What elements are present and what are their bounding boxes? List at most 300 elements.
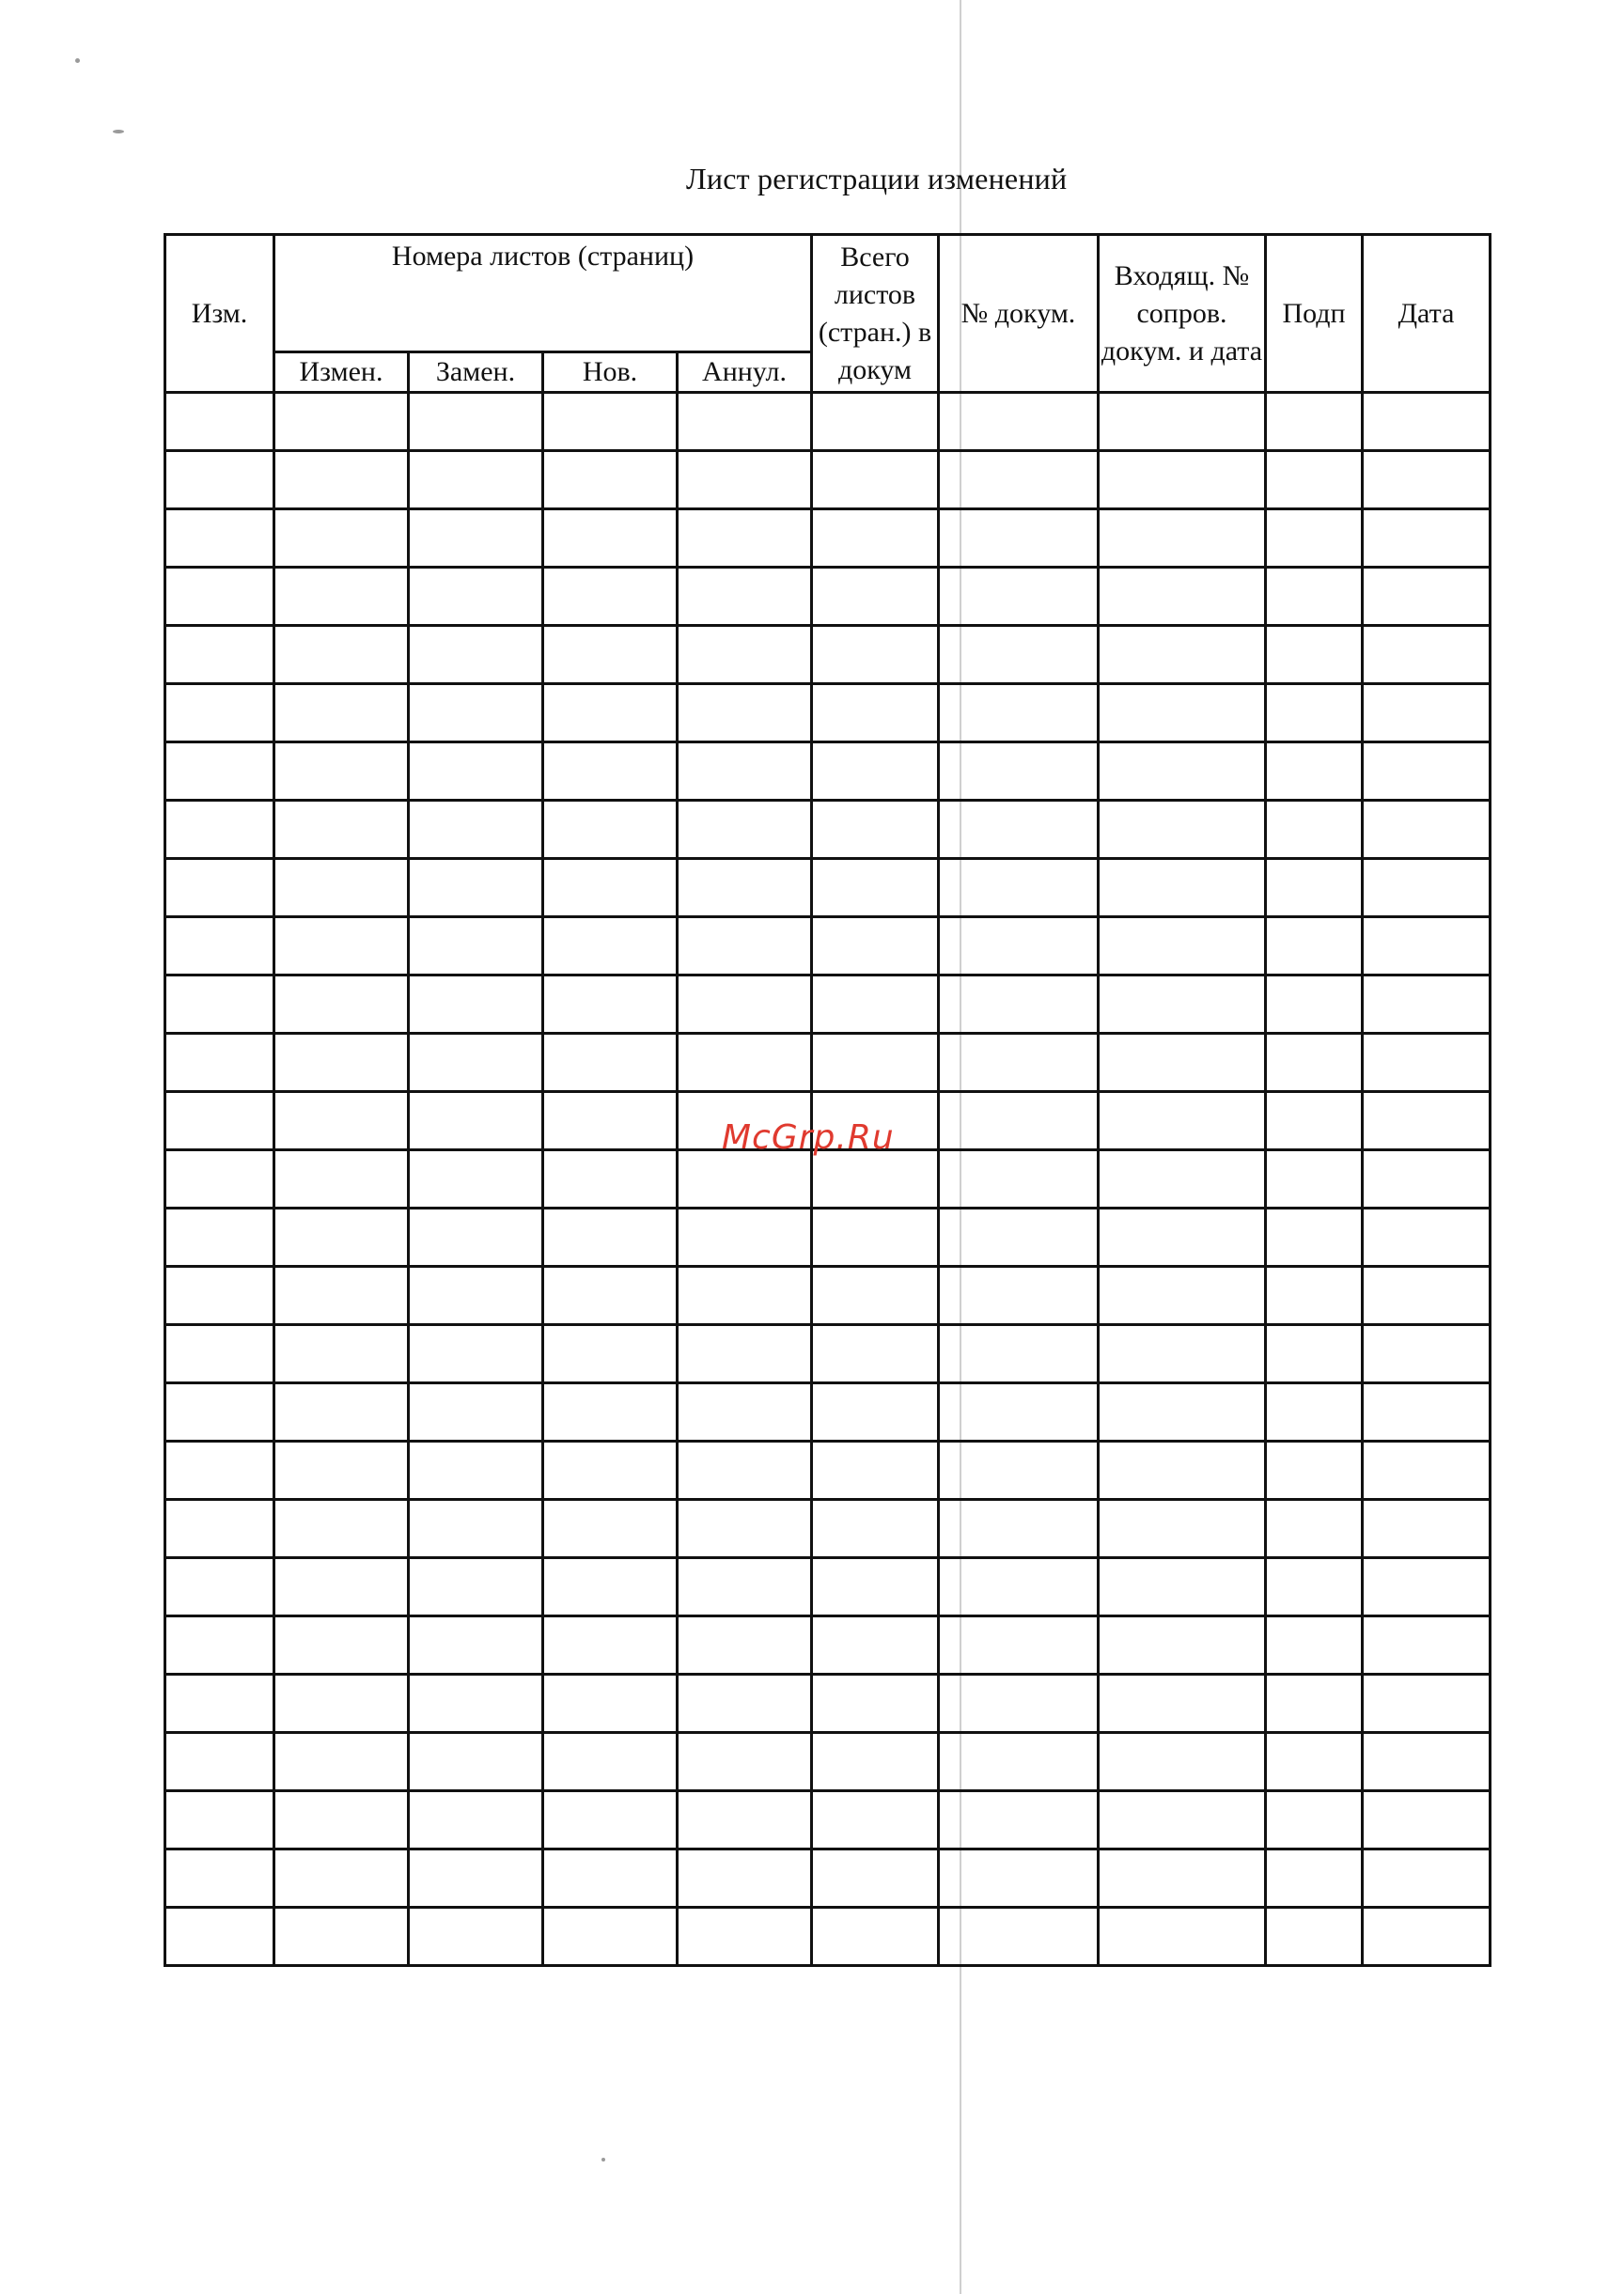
table-cell: [1363, 1267, 1491, 1325]
table-cell: [678, 1558, 812, 1616]
table-row: [165, 975, 1491, 1034]
table-cell: [1363, 568, 1491, 626]
table-cell: [812, 859, 939, 917]
table-cell: [1099, 742, 1266, 801]
table-cell: [1099, 1442, 1266, 1500]
table-cell: [165, 1500, 274, 1558]
table-cell: [812, 1558, 939, 1616]
table-row: [165, 1442, 1491, 1500]
table-cell: [1099, 1616, 1266, 1675]
table-cell: [274, 1034, 409, 1092]
table-cell: [274, 1500, 409, 1558]
table-cell: [812, 684, 939, 742]
table-cell: [409, 1209, 543, 1267]
table-row: [165, 509, 1491, 568]
col-header-new: Нов.: [543, 352, 678, 393]
col-header-changed: Измен.: [274, 352, 409, 393]
table-cell: [939, 1500, 1099, 1558]
table-cell: [1363, 1908, 1491, 1966]
table-cell: [812, 975, 939, 1034]
table-cell: [1363, 859, 1491, 917]
table-cell: [1266, 393, 1363, 451]
table-cell: [812, 1733, 939, 1791]
table-cell: [1266, 1267, 1363, 1325]
scan-speck: [113, 130, 124, 133]
table-cell: [409, 1034, 543, 1092]
table-row: [165, 1849, 1491, 1908]
table-cell: [409, 801, 543, 859]
table-cell: [165, 626, 274, 684]
table-cell: [678, 742, 812, 801]
table-cell: [274, 859, 409, 917]
table-cell: [1363, 975, 1491, 1034]
scan-speck: [75, 58, 80, 63]
table-cell: [274, 1092, 409, 1150]
table-cell: [543, 1442, 678, 1500]
table-cell: [678, 801, 812, 859]
table-cell: [409, 1791, 543, 1849]
table-row: [165, 1209, 1491, 1267]
table-cell: [409, 451, 543, 509]
table-cell: [543, 1034, 678, 1092]
table-row: [165, 568, 1491, 626]
table-cell: [1363, 1209, 1491, 1267]
table-cell: [678, 1267, 812, 1325]
table-cell: [1363, 393, 1491, 451]
table-row: [165, 626, 1491, 684]
table-row: [165, 917, 1491, 975]
table-cell: [165, 1092, 274, 1150]
table-cell: [1266, 859, 1363, 917]
table-cell: [165, 1558, 274, 1616]
table-cell: [1363, 684, 1491, 742]
change-registration-table: [164, 233, 1491, 1967]
table-cell: [812, 393, 939, 451]
table-cell: [409, 859, 543, 917]
table-cell: [1266, 1383, 1363, 1442]
table-cell: [1363, 1325, 1491, 1383]
table-cell: [274, 1616, 409, 1675]
table-cell: [165, 509, 274, 568]
table-cell: [678, 1849, 812, 1908]
table-cell: [1363, 509, 1491, 568]
table-cell: [409, 1675, 543, 1733]
table-cell: [1099, 1908, 1266, 1966]
table-cell: [939, 1442, 1099, 1500]
table-cell: [409, 509, 543, 568]
table-cell: [165, 1383, 274, 1442]
col-header-date: Дата: [1363, 235, 1491, 393]
table-cell: [812, 1150, 939, 1209]
table-cell: [165, 1150, 274, 1209]
table-cell: [1266, 1791, 1363, 1849]
table-cell: [939, 1558, 1099, 1616]
table-row: [165, 1267, 1491, 1325]
table-row: [165, 1733, 1491, 1791]
table-cell: [543, 1267, 678, 1325]
table-cell: [1099, 801, 1266, 859]
table-cell: [1363, 1092, 1491, 1150]
table-cell: [678, 859, 812, 917]
table-cell: [812, 1325, 939, 1383]
table-cell: [165, 393, 274, 451]
table-cell: [678, 1209, 812, 1267]
table-cell: [1363, 1733, 1491, 1791]
table-cell: [543, 975, 678, 1034]
table-cell: [274, 1908, 409, 1966]
table-cell: [1099, 1675, 1266, 1733]
table-cell: [1363, 1034, 1491, 1092]
table-cell: [1363, 451, 1491, 509]
col-header-annulled: Аннул.: [678, 352, 812, 393]
table-cell: [165, 1267, 274, 1325]
table-cell: [543, 1849, 678, 1908]
table-cell: [1099, 1325, 1266, 1383]
table-cell: [1363, 1616, 1491, 1675]
table-cell: [939, 742, 1099, 801]
table-cell: [939, 1092, 1099, 1150]
table-cell: [1363, 917, 1491, 975]
table-cell: [1363, 1675, 1491, 1733]
table-cell: [1099, 626, 1266, 684]
table-cell: [812, 1791, 939, 1849]
table-cell: [1099, 1150, 1266, 1209]
table-cell: [1266, 626, 1363, 684]
table-cell: [678, 1442, 812, 1500]
table-row: [165, 801, 1491, 859]
table-cell: [165, 568, 274, 626]
table-cell: [409, 1092, 543, 1150]
table-cell: [1099, 1791, 1266, 1849]
table-cell: [409, 1383, 543, 1442]
table-row: [165, 393, 1491, 451]
table-cell: [165, 451, 274, 509]
table-cell: [1363, 801, 1491, 859]
table-cell: [1266, 451, 1363, 509]
table-cell: [409, 742, 543, 801]
table-cell: [409, 1616, 543, 1675]
table-cell: [543, 1675, 678, 1733]
table-cell: [165, 975, 274, 1034]
table-cell: [274, 684, 409, 742]
table-cell: [1099, 1383, 1266, 1442]
table-cell: [939, 1383, 1099, 1442]
table-cell: [1099, 1092, 1266, 1150]
col-header-doc-number: № докум.: [939, 235, 1099, 393]
table-cell: [812, 1209, 939, 1267]
table-cell: [939, 1616, 1099, 1675]
table-cell: [165, 1675, 274, 1733]
table-cell: [812, 917, 939, 975]
table-cell: [1266, 1209, 1363, 1267]
table-row: [165, 859, 1491, 917]
table-cell: [1266, 1733, 1363, 1791]
table-cell: [812, 1849, 939, 1908]
table-cell: [274, 393, 409, 451]
table-cell: [409, 1500, 543, 1558]
col-header-signature: Подп: [1266, 235, 1363, 393]
table-cell: [274, 1558, 409, 1616]
table-cell: [1363, 1442, 1491, 1500]
table-row: [165, 1325, 1491, 1383]
table-cell: [678, 626, 812, 684]
table-cell: [1363, 1558, 1491, 1616]
table-cell: [939, 1908, 1099, 1966]
col-header-replaced: Замен.: [409, 352, 543, 393]
table-row: [165, 1383, 1491, 1442]
table-body: [165, 393, 1491, 1966]
table-cell: [1363, 1150, 1491, 1209]
table-row: [165, 1616, 1491, 1675]
table-cell: [1266, 801, 1363, 859]
table-cell: [1099, 1558, 1266, 1616]
table-cell: [939, 626, 1099, 684]
table-cell: [939, 1034, 1099, 1092]
table-cell: [409, 1558, 543, 1616]
watermark: McGrp.Ru: [722, 1118, 895, 1157]
table-cell: [678, 1908, 812, 1966]
table-cell: [1266, 684, 1363, 742]
table-cell: [812, 1034, 939, 1092]
table-cell: [1099, 917, 1266, 975]
table-cell: [1266, 1908, 1363, 1966]
table-cell: [543, 1383, 678, 1442]
table-cell: [1266, 1325, 1363, 1383]
table-cell: [812, 1500, 939, 1558]
table-cell: [678, 393, 812, 451]
table-row: [165, 684, 1491, 742]
table-cell: [1266, 917, 1363, 975]
table-cell: [1266, 1558, 1363, 1616]
table-cell: [1363, 742, 1491, 801]
table-cell: [165, 1616, 274, 1675]
table-cell: [274, 1150, 409, 1209]
table-cell: [165, 801, 274, 859]
table-cell: [812, 1267, 939, 1325]
table-cell: [543, 626, 678, 684]
table-cell: [409, 626, 543, 684]
table-cell: [1099, 684, 1266, 742]
table-cell: [409, 1849, 543, 1908]
table-cell: [543, 1209, 678, 1267]
table-cell: [165, 1733, 274, 1791]
table-cell: [1099, 1733, 1266, 1791]
table-cell: [165, 859, 274, 917]
table-cell: [409, 975, 543, 1034]
col-header-izm: Изм.: [165, 235, 274, 393]
table-cell: [543, 451, 678, 509]
col-header-sheet-numbers: Номера листов (страниц): [274, 235, 812, 352]
table-cell: [543, 801, 678, 859]
table-cell: [678, 1733, 812, 1791]
table-cell: [678, 975, 812, 1034]
table-cell: [543, 684, 678, 742]
table-cell: [1266, 1500, 1363, 1558]
table-cell: [1266, 568, 1363, 626]
table-cell: [274, 1383, 409, 1442]
table-cell: [409, 1733, 543, 1791]
table-cell: [409, 568, 543, 626]
table-cell: [543, 1791, 678, 1849]
table-cell: [812, 509, 939, 568]
table-cell: [1099, 568, 1266, 626]
table-cell: [543, 1150, 678, 1209]
table-cell: [1266, 1034, 1363, 1092]
table-cell: [1266, 509, 1363, 568]
table-cell: [939, 568, 1099, 626]
table-cell: [409, 1442, 543, 1500]
table-cell: [939, 1267, 1099, 1325]
table-cell: [543, 1558, 678, 1616]
table-cell: [165, 917, 274, 975]
table-cell: [812, 1383, 939, 1442]
table-cell: [678, 1791, 812, 1849]
table-cell: [274, 1675, 409, 1733]
table-cell: [165, 1209, 274, 1267]
table-cell: [409, 1908, 543, 1966]
table-cell: [1266, 1616, 1363, 1675]
table-cell: [1099, 1209, 1266, 1267]
table-cell: [1266, 742, 1363, 801]
table-cell: [678, 684, 812, 742]
table-row: [165, 1908, 1491, 1966]
table-row: [165, 451, 1491, 509]
table-cell: [165, 1791, 274, 1849]
table-cell: [678, 1675, 812, 1733]
table-cell: [812, 742, 939, 801]
table-cell: [939, 859, 1099, 917]
table-cell: [274, 626, 409, 684]
table-row: [165, 1675, 1491, 1733]
table-cell: [812, 1616, 939, 1675]
table-cell: [543, 393, 678, 451]
table-cell: [678, 1500, 812, 1558]
table-cell: [939, 1791, 1099, 1849]
table-cell: [1099, 1849, 1266, 1908]
table-cell: [543, 742, 678, 801]
table-cell: [274, 1791, 409, 1849]
table-cell: [1363, 1849, 1491, 1908]
table-cell: [678, 1616, 812, 1675]
table-cell: [165, 684, 274, 742]
table-row: [165, 742, 1491, 801]
table-cell: [165, 1442, 274, 1500]
table-cell: [1266, 1150, 1363, 1209]
table-cell: [409, 393, 543, 451]
table-cell: [543, 1908, 678, 1966]
table-cell: [274, 509, 409, 568]
table-cell: [409, 917, 543, 975]
table-cell: [678, 451, 812, 509]
table-cell: [1363, 1500, 1491, 1558]
table-cell: [939, 451, 1099, 509]
table-cell: [812, 1908, 939, 1966]
table-cell: [543, 1325, 678, 1383]
table-row: [165, 1034, 1491, 1092]
table-cell: [165, 1034, 274, 1092]
table-cell: [274, 742, 409, 801]
table-cell: [1266, 1675, 1363, 1733]
table-cell: [165, 1849, 274, 1908]
table-cell: [678, 509, 812, 568]
table-cell: [274, 801, 409, 859]
table-cell: [543, 917, 678, 975]
table-cell: [939, 1849, 1099, 1908]
table-cell: [274, 451, 409, 509]
table-cell: [939, 1209, 1099, 1267]
table-cell: [409, 1325, 543, 1383]
table-cell: [1363, 1383, 1491, 1442]
table-row: [165, 1558, 1491, 1616]
table-cell: [274, 1209, 409, 1267]
table-row: [165, 1500, 1491, 1558]
table-cell: [812, 568, 939, 626]
table-cell: [274, 568, 409, 626]
table-cell: [1099, 1267, 1266, 1325]
table-cell: [1099, 393, 1266, 451]
table-cell: [678, 917, 812, 975]
table-cell: [409, 1267, 543, 1325]
table-cell: [274, 1849, 409, 1908]
table-cell: [812, 626, 939, 684]
table-cell: [274, 1442, 409, 1500]
table-cell: [939, 1733, 1099, 1791]
table-cell: [939, 1150, 1099, 1209]
table-cell: [939, 801, 1099, 859]
table-cell: [939, 393, 1099, 451]
table-cell: [543, 1616, 678, 1675]
table-cell: [543, 859, 678, 917]
table-cell: [678, 1383, 812, 1442]
table-cell: [1099, 1034, 1266, 1092]
table-cell: [939, 1325, 1099, 1383]
table-cell: [1099, 859, 1266, 917]
table-cell: [1363, 626, 1491, 684]
table-cell: [1266, 1849, 1363, 1908]
table-cell: [543, 509, 678, 568]
table-cell: [1363, 1791, 1491, 1849]
table-cell: [274, 975, 409, 1034]
table-cell: [165, 1325, 274, 1383]
table-cell: [812, 451, 939, 509]
table-cell: [1099, 1500, 1266, 1558]
table-cell: [165, 1908, 274, 1966]
table-cell: [543, 1500, 678, 1558]
table-cell: [274, 1267, 409, 1325]
table-cell: [1099, 451, 1266, 509]
table-cell: [1266, 975, 1363, 1034]
table-cell: [939, 684, 1099, 742]
table-cell: [678, 568, 812, 626]
scan-speck: [601, 2158, 605, 2161]
table-cell: [1099, 975, 1266, 1034]
table-cell: [812, 801, 939, 859]
table-cell: [1099, 509, 1266, 568]
table-cell: [543, 1092, 678, 1150]
table-cell: [939, 509, 1099, 568]
table-cell: [1266, 1092, 1363, 1150]
table-cell: [409, 1150, 543, 1209]
table-row: [165, 1150, 1491, 1209]
table-cell: [678, 1150, 812, 1209]
table-cell: [409, 684, 543, 742]
table-cell: [939, 917, 1099, 975]
table-cell: [1266, 1442, 1363, 1500]
table-cell: [812, 1442, 939, 1500]
table-cell: [543, 568, 678, 626]
col-header-incoming-doc: Входящ. № сопров. докум. и дата: [1099, 235, 1266, 393]
table-cell: [939, 975, 1099, 1034]
